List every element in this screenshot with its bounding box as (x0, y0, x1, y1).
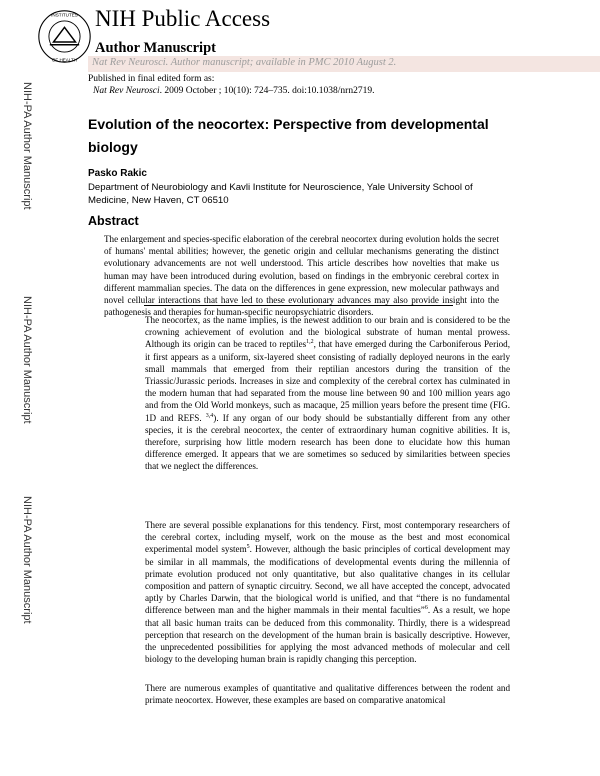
p1-ref-2[interactable]: 3,4 (205, 412, 214, 419)
header-title: NIH Public Access (95, 6, 271, 31)
abstract-heading: Abstract (88, 214, 139, 228)
availability-bar (88, 56, 600, 72)
p1-text-a: The neocortex, as the name implies, is the newest addition to our brain and is considered to be the crowning achievement of evolution and the biological substrate of human mental prowess. Although its origin can be traced to reptiles (145, 315, 510, 350)
availability-text: Nat Rev Neurosci. Author manuscript; available in PMC 2010 August 2. (92, 57, 397, 68)
p1-text-c: ). If any organ of our body should be substantially different from any other species, it is the cerebral neocortex, the center of extraordinary human cognitive abilities. It is, therefore, surprising how little modern research has been done to elucidate how this human difference emerged. It appears that we are sometimes so seduced by similarities between species that we neglect the differences. (145, 412, 510, 472)
paragraph-3: There are numerous examples of quantitative and qualitative differences between the rodent and primate neocortex. However, these examples are based on comparative anatomical (145, 683, 510, 706)
p2-ref-2[interactable]: 6 (424, 605, 428, 612)
abstract-text: The enlargement and species-specific elaboration of the cerebral neocortex during evolution holds the secret of humans' mental abilities; however, the genetic origin and cellular mechanisms generating the distinct evolutionary advancements are not well understood. This article describes how novelties that make us human may have been introduced during evolution, based on findings in the embryonic cerebral cortex in different mammalian species. The data on the differences in gene expression, new molecular pathways and novel cellular interactions that have led to these evolutionary advances may also provide insight into the pathogenesis and therapies for human-specific neuropsychiatric disorders. (104, 234, 499, 318)
article-title: Evolution of the neocortex: Perspective from developmental biology (88, 116, 489, 155)
p1-ref-1[interactable]: 1,2 (306, 339, 314, 346)
paragraph-1 (145, 314, 510, 473)
divider (144, 305, 453, 306)
p2-text-b: . However, although the basic principles of cortical development may be similar in all mammals, the modifications of developmental events during the millennia of primate evolution produced not only quantitative, but also qualitative changes in its cellular composition and pattern of synaptic circuitry. Second, we all have accepted the concept, advocated aptly by Charles Darwin, that the biological world is unified, and that “there is no fundamental difference between man and the higher mammals in their mental faculties” (145, 544, 510, 616)
p2-text-a: There are several possible explanations for this tendency. First, most contemporary researchers of the cerebral cortex, including myself, work on the mouse as the best and most economical experimental model system (145, 520, 510, 555)
publication-line: Published in final edited form as: (88, 74, 215, 84)
header-subtitle: Author Manuscript (95, 40, 216, 56)
p1-text-b: , that have emerged during the Carboniferous Period, it first appears as a uniform, six-layered sheet consisting of radially deployed neurons in the early small mammals that emerged from their reptilian ancestors during the transition of the Triassic/Jurassic periods. Increases in size and complexity of the cerebral cortex has culminated in the modern human that had separated from the mouse line between 90 and 100 million years ago and from the Old World monkeys, such as macaque, 25 million years before the present time (FIG. 1D and REFS. (145, 339, 510, 423)
author-affiliation: Department of Neurobiology and Kavli Institute for Neuroscience, Yale University School of Medicine, New Haven, CT 06510 (88, 182, 473, 206)
nih-logo (37, 9, 92, 64)
citation-details: . 2009 October ; 10(10): 724–735. doi:10.1038/nrn2719. (159, 86, 375, 96)
author-name: Pasko Rakic (88, 168, 147, 179)
side-label-3: NIH-PA Author Manuscript (21, 496, 33, 624)
citation (93, 86, 374, 96)
p2-text-c: . As a result, we hope that all basic human traits can be deduced from this commonality. Thirdly, there is a widespread perception that research on the development of the human brain is basically descriptive. However, the unprecedented possibilities for applying the most advanced methods of molecular and cell biology to the developing human brain is rapidly changing this perception. (145, 605, 510, 665)
svg-text:OF HEALTH: OF HEALTH (51, 57, 78, 63)
svg-text:INSTITUTES: INSTITUTES (51, 12, 78, 18)
side-label-1: NIH-PA Author Manuscript (21, 82, 33, 210)
side-label-2: NIH-PA Author Manuscript (21, 296, 33, 424)
p2-ref-1[interactable]: 5 (246, 544, 250, 551)
paragraph-2 (145, 519, 510, 665)
journal-name: Nat Rev Neurosci (93, 86, 160, 96)
